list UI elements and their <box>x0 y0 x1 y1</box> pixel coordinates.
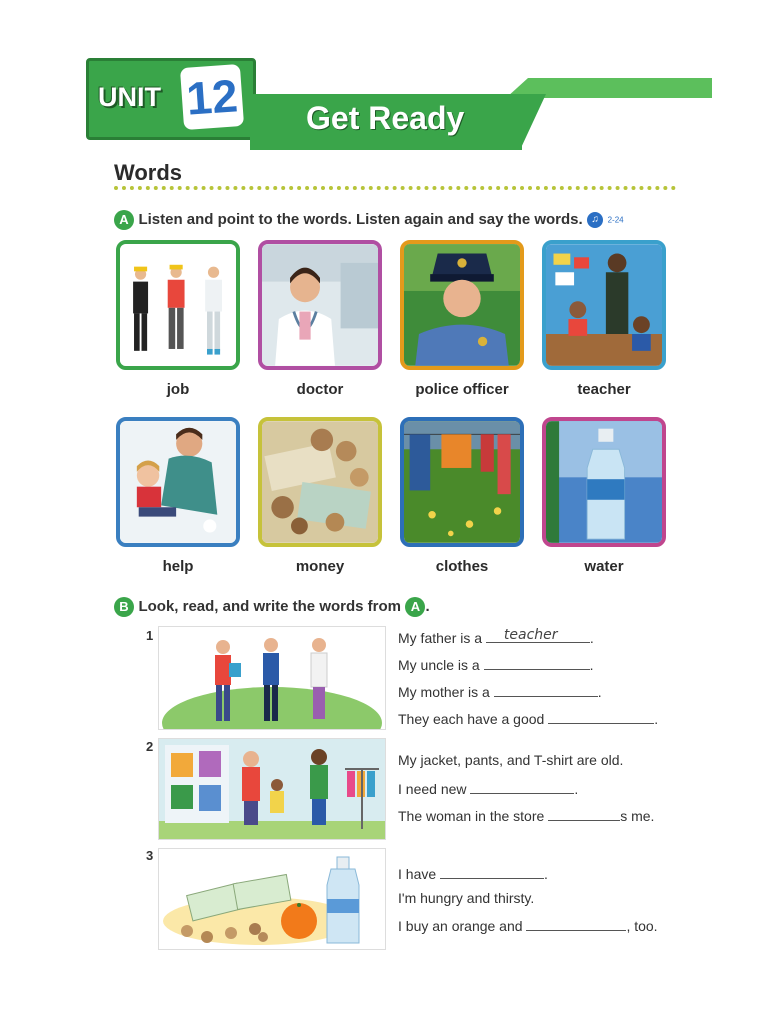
sentence-end: . <box>589 630 594 646</box>
money-illustration <box>262 421 378 543</box>
unit-number: 12 <box>180 64 244 130</box>
exercise-b-badge: B <box>114 597 134 617</box>
word-label-police-officer: police officer <box>415 381 509 398</box>
audio-track: 2-24 <box>607 215 624 225</box>
answer-blank[interactable] <box>548 709 654 724</box>
word-label-money: money <box>295 558 345 575</box>
section-heading: Words <box>114 160 183 185</box>
exercise-a-instruction-row <box>114 210 624 230</box>
answer-blank[interactable] <box>548 806 620 821</box>
word-card-police-officer[interactable] <box>400 240 524 370</box>
police-officer-illustration <box>404 244 520 366</box>
word-label-doctor: doctor <box>296 381 344 398</box>
sentence-text: My father is a <box>398 630 483 646</box>
clothes-store-illustration <box>159 739 385 839</box>
exercise-b-ref-badge: A <box>405 597 425 617</box>
sentence-end: . <box>574 781 579 797</box>
item-number: 3 <box>146 848 154 863</box>
exercise-a-instruction: Listen and point to the words. Listen again and say the words. <box>138 211 583 228</box>
example-answer: teacher <box>503 627 558 643</box>
money-orange-water-illustration <box>159 849 385 949</box>
doctor-illustration <box>262 244 378 366</box>
item-3-picture <box>158 848 386 950</box>
word-card-teacher[interactable] <box>542 240 666 370</box>
page-title: Get Ready <box>306 100 465 136</box>
exercise-b-instruction: Look, read, and write the words from <box>138 598 401 615</box>
teacher-illustration <box>546 244 662 366</box>
answer-blank[interactable] <box>440 864 544 879</box>
unit-label: UNIT <box>98 82 161 112</box>
word-label-clothes: clothes <box>435 558 489 575</box>
instruction-period: . <box>425 598 430 615</box>
help-illustration <box>120 421 236 543</box>
item-1-picture <box>158 626 386 730</box>
word-card-job[interactable] <box>116 240 240 370</box>
sentence-end: . <box>589 657 594 673</box>
answer-blank[interactable] <box>486 628 590 643</box>
word-card-help[interactable] <box>116 417 240 547</box>
three-workers-illustration <box>159 627 385 729</box>
item-2-line-3 <box>398 806 654 824</box>
item-3-line-1 <box>398 864 548 882</box>
sentence-end: s me. <box>620 808 655 824</box>
sentence-end: . <box>544 866 548 882</box>
sentence-text: I have <box>398 866 437 882</box>
answer-blank[interactable] <box>526 916 626 931</box>
job-illustration <box>120 244 236 366</box>
answer-blank[interactable] <box>470 779 574 794</box>
item-3-line-2 <box>398 890 534 906</box>
title-band-tail <box>520 94 546 150</box>
word-label-job: job <box>166 381 190 398</box>
sentence-text: I need new <box>398 781 467 797</box>
item-2-line-2 <box>398 779 578 797</box>
heading-divider <box>114 186 676 190</box>
sentence-end: . <box>597 684 602 700</box>
sentence-text: I'm hungry and thirsty. <box>398 890 535 906</box>
sentence-text: The woman in the store <box>398 808 545 824</box>
word-card-water[interactable] <box>542 417 666 547</box>
sentence-text: They each have a good <box>398 711 545 727</box>
sentence-text: I buy an orange and <box>398 918 523 934</box>
word-label-help: help <box>162 558 194 575</box>
word-label-water: water <box>584 558 624 575</box>
answer-blank[interactable] <box>494 682 598 697</box>
sentence-end: . <box>654 711 659 727</box>
word-card-clothes[interactable] <box>400 417 524 547</box>
word-card-money[interactable] <box>258 417 382 547</box>
word-card-doctor[interactable] <box>258 240 382 370</box>
item-number: 2 <box>146 739 154 754</box>
item-1-line-1 <box>398 628 594 646</box>
exercise-a-badge: A <box>114 210 134 230</box>
sentence-text: My jacket, pants, and T-shirt are old. <box>398 752 624 768</box>
water-illustration <box>546 421 662 543</box>
exercise-b-instruction-row <box>114 597 430 617</box>
header-stripe <box>528 78 712 98</box>
clothes-illustration <box>404 421 520 543</box>
sentence-end: , too. <box>626 918 658 934</box>
item-1-line-2 <box>398 655 593 673</box>
word-label-teacher: teacher <box>577 381 631 398</box>
item-1-line-3 <box>398 682 602 700</box>
answer-blank[interactable] <box>484 655 590 670</box>
item-3-line-3 <box>398 916 658 934</box>
sentence-text: My mother is a <box>398 684 490 700</box>
audio-icon[interactable]: ♫ <box>587 212 603 228</box>
item-2-picture <box>158 738 386 840</box>
item-1-line-4 <box>398 709 658 727</box>
item-2-line-1 <box>398 752 623 768</box>
sentence-text: My uncle is a <box>398 657 480 673</box>
item-number: 1 <box>146 628 154 643</box>
